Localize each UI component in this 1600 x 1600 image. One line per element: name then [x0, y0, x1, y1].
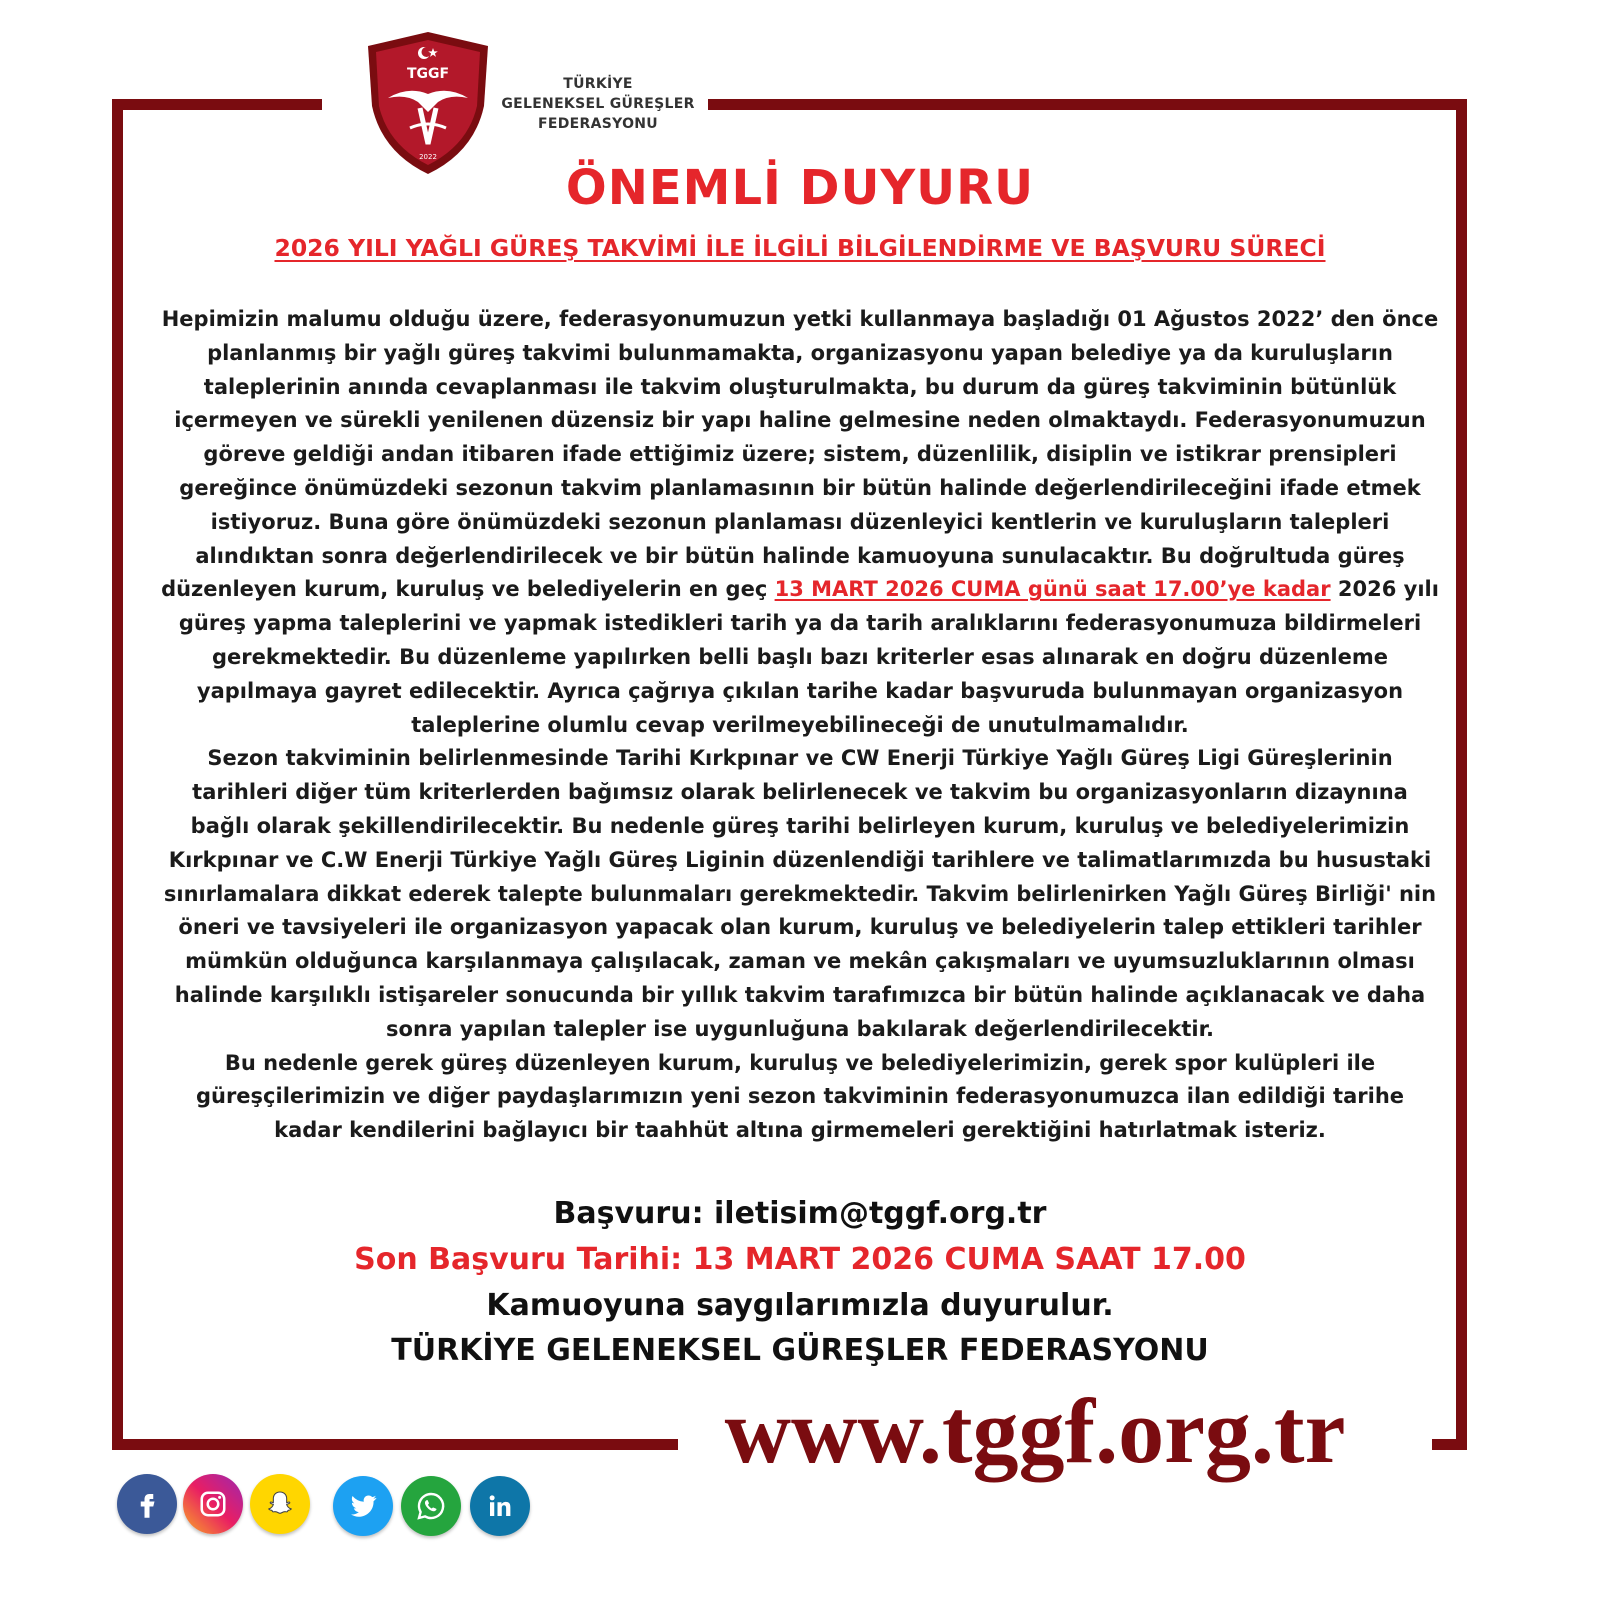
body-paragraph-2: Sezon takviminin belirlenmesinde Tarihi Kırkpınar ve CW Enerji Türkiye Yağlı Güreş Ligi Güreşlerinin tarihleri diğer tüm kriterlerden bağımsız olarak belirlenecek ve takvim bu organizasyonların dizaynına bağlı olarak şekillendirilecektir. Bu nedenle güreş tarihi belirleyen kurum, kuruluş ve belediyelerimizin Kırkpınar ve C.W Enerji Türkiye Yağlı Güreş Liginin düzenlendiği tarihlere ve talimatlarımızda bu husustaki sınırlamalara dikkat ederek talepte bulunmaları gerekmektedir. Takvim belirlenirken Yağlı Güreş Birliği' nin öneri ve tavsiyeleri ile organizasyon yapacak olan kurum, kuruluş ve belediyelerin talep ettikleri tarihler mümkün olduğunca karşılanmaya çalışılacak, zaman ve mekân çakışmaları ve uyumsuzluklarının olması halinde karşılıklı istişareler sonucunda bir yıllık takvim tarafımızca bir bütün halinde açıklanacak ve daha sonra yapılan talepler ise uygunluğuna bakılarak değerlendirilecektir.: [163, 746, 1437, 1041]
tggf-logo: [362, 28, 494, 178]
website-url[interactable]: www.tggf.org.tr: [724, 1380, 1346, 1482]
closing-line: Kamuoyuna saygılarımızla duyurulur.: [486, 1288, 1114, 1323]
linkedin-icon[interactable]: [470, 1476, 530, 1536]
body-paragraph-1: [160, 303, 1440, 742]
frame-top-right: [708, 99, 1467, 110]
whatsapp-icon[interactable]: [401, 1476, 461, 1536]
frame-top-left: [112, 99, 322, 110]
deadline-highlight: 13 MART 2026 CUMA günü saat 17.00’ye kadar: [774, 577, 1331, 602]
federation-name-line-2: GELENEKSEL GÜREŞLER: [501, 96, 695, 112]
body-paragraph-3: Bu nedenle gerek güreş düzenleyen kurum, kuruluş ve belediyelerimizin, gerek spor kulüpleri ile güreşçilerimizin ve diğer paydaşlarımızın yeni sezon takviminin federasyonumuzca ilan edildiği tarihe kadar kendilerini bağlayıcı bir taahhüt altına girmemeleri gerektiğini hatırlatmak isteriz.: [195, 1050, 1405, 1143]
body-paragraph-1-end: 2026 yılı güreş yapma taleplerini ve yapmak istedikleri tarih ya da tarih aralıklarını federasyonumuza bildirmeleri gerekmektedir. Bu düzenleme yapılırken belli başlı bazı kriterler esas alınarak en doğru düzenleme yapılmaya gayret edilecektir. Ayrıca çağrıya çıkılan tarihe kadar başvuruda bulunmayan organizasyon taleplerine olumlu cevap verilmeyebilineceği de unutulmamalıdır.: [178, 577, 1439, 737]
federation-name-line-1: TÜRKİYE: [563, 76, 633, 92]
federation-name: [498, 74, 698, 134]
frame-bottom-right: [1432, 1439, 1467, 1450]
announcement-body: [160, 303, 1440, 1148]
instagram-icon[interactable]: [183, 1474, 243, 1534]
announcement-title: ÖNEMLİ DUYURU: [565, 160, 1035, 216]
announcement-subtitle: 2026 YILI YAĞLI GÜREŞ TAKVİMİ İLE İLGİLİ BİLGİLENDİRME VE BAŞVURU SÜRECİ: [274, 234, 1326, 262]
signoff: TÜRKİYE GELENEKSEL GÜREŞLER FEDERASYONU: [391, 1333, 1209, 1368]
body-paragraph-1-start: Hepimizin malumu olduğu üzere, federasyonumuzun yetki kullanmaya başladığı 01 Ağustos 2022’ den önce planlanmış bir yağlı güreş takvimi bulunmamakta, organizasyonu yapan belediye ya da kuruluşların taleplerinin anında cevaplanması ile takvim oluşturulmakta, bu durum da güreş takviminin bütünlük içermeyen ve sürekli yenilenen düzensiz bir yapı haline gelmesine neden olmaktaydı. Federasyonumuzun göreve geldiği andan itibaren ifade ettiğimiz üzere; sistem, düzenlilik, disiplin ve istikrar prensipleri gereğince önümüzdeki sezonun takvim planlamasının bir bütün halinde değerlendirileceğini ifade etmek istiyoruz. Buna göre önümüzdeki sezonun planlaması düzenleyici kentlerin ve kuruluşların talepleri alındıktan sonra değerlendirilecek ve bir bütün halinde kamuoyuna sunulacaktır. Bu doğrultuda güreş düzenleyen kurum, kuruluş ve belediyelerin en geç: [161, 307, 1439, 602]
federation-name-line-3: FEDERASYONU: [538, 116, 658, 132]
frame-bottom-left: [112, 1439, 678, 1450]
application-deadline: Son Başvuru Tarihi: 13 MART 2026 CUMA SAAT 17.00: [354, 1242, 1246, 1277]
application-email: Başvuru: iletisim@tggf.org.tr: [553, 1196, 1047, 1231]
facebook-icon[interactable]: [117, 1474, 177, 1534]
logo-text: TGGF: [406, 66, 450, 82]
snapchat-icon[interactable]: [250, 1474, 310, 1534]
logo-year: 2022: [419, 153, 437, 161]
twitter-icon[interactable]: [333, 1476, 393, 1536]
